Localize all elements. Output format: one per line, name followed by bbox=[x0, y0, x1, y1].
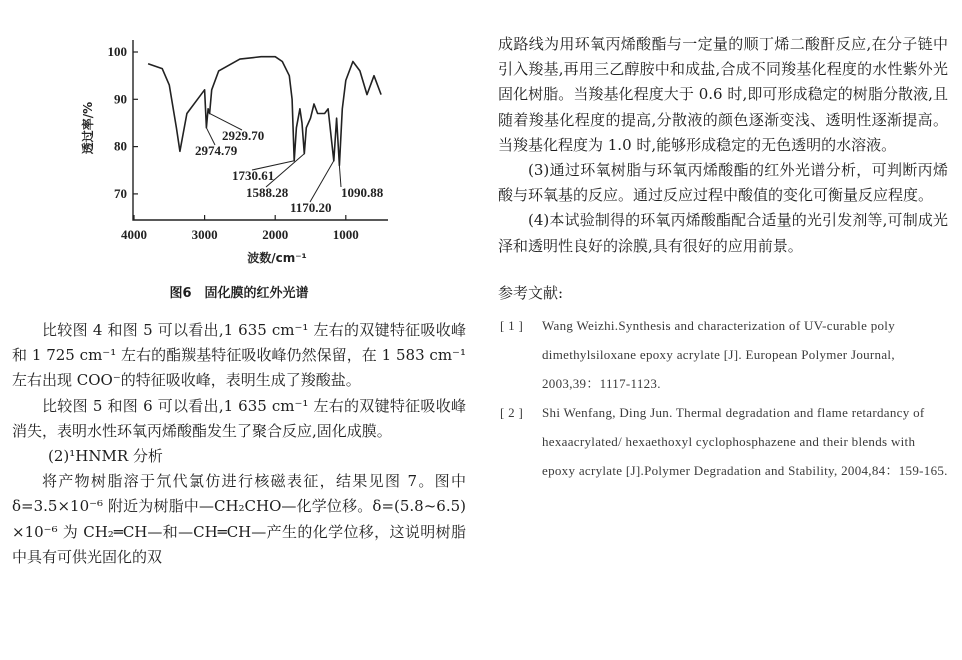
peak-leader-line bbox=[339, 166, 341, 187]
right-paragraph-2: (3)通过环氧树脂与环氧丙烯酸酯的红外光谱分析，可判断丙烯酸与环氧基的反应。通过反应过程中酸值的变化可衡量反应程度。 bbox=[498, 161, 948, 205]
peak-leader-line bbox=[310, 161, 334, 202]
x-axis-label: 波数/cm⁻¹ bbox=[247, 251, 307, 265]
right-paragraph-3: (4)本试验制得的环氧丙烯酸酯配合适量的光引发剂等,可制成光泽和透明性良好的涂膜,具有很好的应用前景。 bbox=[498, 211, 948, 255]
peak-label: 2929.70 bbox=[222, 128, 265, 143]
x-tick-label: 2000 bbox=[262, 227, 289, 242]
x-tick-label: 3000 bbox=[191, 227, 218, 242]
reference-number: [ 1 ] bbox=[500, 317, 524, 333]
y-tick-label: 100 bbox=[107, 44, 127, 59]
figure-caption: 图6 固化膜的红外光谱 bbox=[169, 286, 309, 301]
left-paragraph-2: 比较图 5 和图 6 可以看出,1 635 cm⁻¹ 左右的双键特征吸收峰消失，表明水性环氧丙烯酸酯发生了聚合反应,固化成膜。 bbox=[12, 396, 466, 440]
y-tick-label: 80 bbox=[114, 138, 127, 154]
reference-text: Wang Weizhi.Synthesis and characterization of UV-curable poly dimethylsiloxane epoxy acrylate [J]. European Polymer Journal, 2003,39：1117-1123. bbox=[542, 317, 896, 391]
left-paragraph-1: 比较图 4 和图 5 可以看出,1 635 cm⁻¹ 左右的双键特征吸收峰和 1 725 cm⁻¹ 左右的酯羰基特征吸收峰仍然保留，在 1 583 cm⁻¹ 左右出现 COO⁻的特征吸收峰，表明生成了羧酸盐。 bbox=[12, 321, 466, 390]
x-tick-label: 1000 bbox=[332, 227, 359, 242]
right-paragraph-1: 成路线为用环氧丙烯酸酯与一定量的顺丁烯二酸酐反应,在分子链中引入羧基,再用三乙醇胺中和成盐,合成不同羧基化程度的水性紫外光固化树脂。当羧基化程度大于 0.6 时,即可形成稳定的树脂分散液,且随着羧基化程度的提高,分散液的颜色逐渐变浅、透明性逐渐提高。当羧基化程度为 1.0 时,能够形成稳定的无色透明的水溶液。 bbox=[498, 35, 948, 154]
reference-item bbox=[498, 398, 948, 485]
references-title: 参考文献: bbox=[498, 283, 564, 302]
ir-spectrum-chart bbox=[0, 0, 478, 280]
section-subheading-hnmr: (2)¹HNMR 分析 bbox=[48, 447, 163, 466]
left-column bbox=[0, 0, 478, 570]
peak-label: 2974.79 bbox=[195, 143, 238, 158]
spectrum-series-line bbox=[148, 57, 381, 166]
y-tick-label: 90 bbox=[114, 91, 127, 107]
y-axis-label: 透过率/% bbox=[81, 101, 95, 155]
peak-label: 1588.28 bbox=[246, 185, 289, 200]
peak-label: 1170.20 bbox=[290, 200, 332, 215]
peak-label: 1730.61 bbox=[232, 168, 275, 183]
left-paragraph-3: 将产物树脂溶于氘代氯仿进行核磁表征，结果见图 7。图中 δ=3.5×10⁻⁶ 附近为树脂中—CH₂CHO—化学位移。δ=(5.8~6.5) ×10⁻⁶ 为 CH₂═CH—和—CH═CH—产生的化学位移，这说明树脂中具有可供光固化的双 bbox=[12, 472, 466, 566]
right-column bbox=[498, 0, 948, 485]
ir-spectrum-figure bbox=[0, 0, 478, 318]
reference-text: Shi Wenfang, Ding Jun. Thermal degradation and flame retardancy of hexaacrylated/ hexaethoxyl cyclophosphazene and their blends with epoxy acrylate [J].Polymer Degradation and Stability, 2004,84：159-165. bbox=[542, 404, 948, 478]
reference-item bbox=[498, 311, 948, 398]
y-tick-label: 70 bbox=[114, 185, 127, 201]
reference-number: [ 2 ] bbox=[500, 404, 524, 420]
x-tick-label: 4000 bbox=[121, 227, 147, 242]
peak-label: 1090.88 bbox=[341, 185, 384, 200]
